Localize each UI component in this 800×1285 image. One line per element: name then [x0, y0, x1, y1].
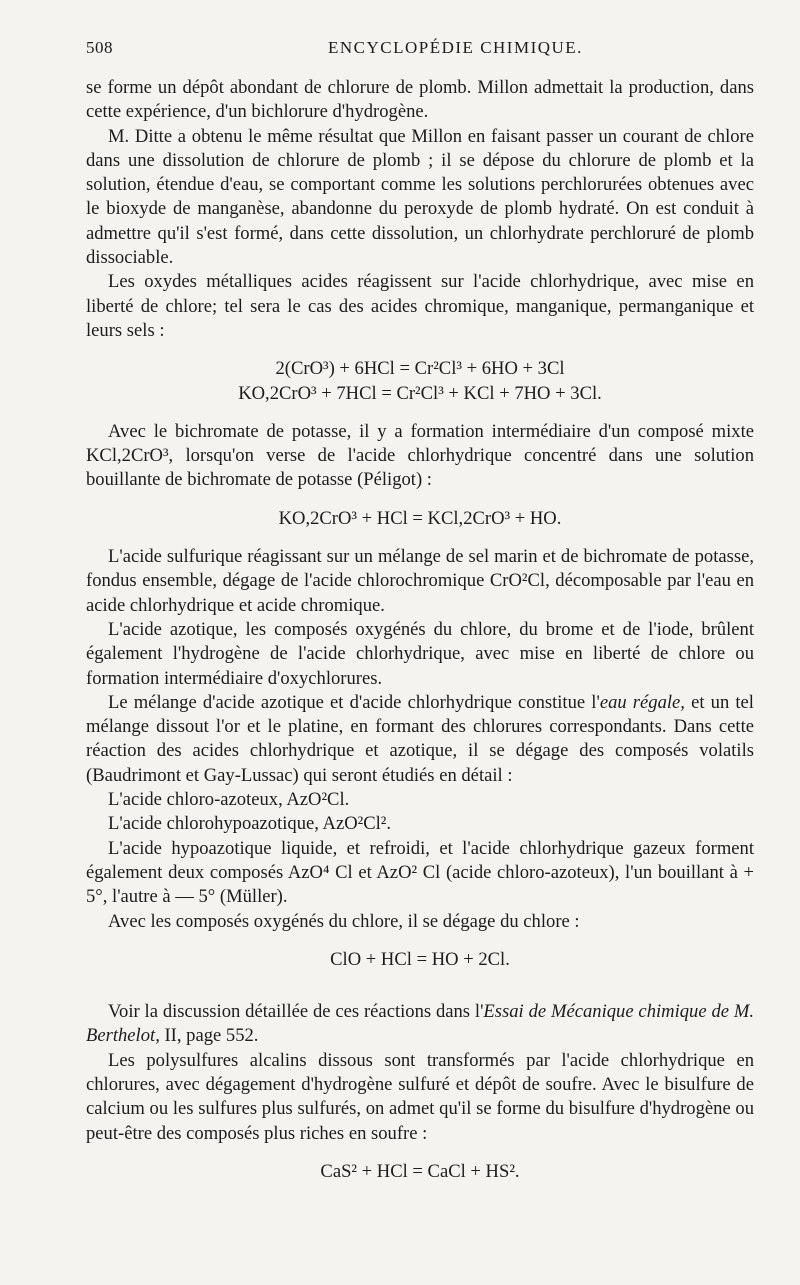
paragraph: Les polysulfures alcalins dissous sont transformés par l'acide chlorhydrique en chlorures, avec dégagement d'hydrogène sulfuré et dépôt de soufre. Avec le bisulfure de calcium ou les sulfures plus sulfurés, on admet qu'il se forme du bisulfure d'hydrogène ou peut-être des composés plus riches en soufre : [86, 1049, 754, 1144]
running-title: ENCYCLOPÉDIE CHIMIQUE. [328, 38, 583, 57]
page-number: 508 [86, 38, 113, 57]
paragraph: L'acide azotique, les composés oxygénés du chlore, du brome et de l'iode, brûlent également l'hydrogène de l'acide chlorhydrique, avec mise en liberté de chlore ou formation intermédiaire d'oxychlorures. [86, 618, 754, 689]
paragraph: Avec le bichromate de potasse, il y a formation intermédiaire d'un composé mixte KCl,2CrO³, lorsqu'on verse de l'acide chlorhydrique concentré dans une solution bouillante de bichromate de potasse (Péligot) : [86, 420, 754, 491]
paragraph: L'acide sulfurique réagissant sur un mélange de sel marin et de bichromate de potasse, fondus ensemble, dégage de l'acide chlorochromique CrO²Cl, décomposable par l'eau en acide chlorhydrique et acide chromique. [86, 546, 754, 616]
paragraph [86, 691, 754, 788]
paragraph: L'acide chloro-azoteux, AzO²Cl. [108, 789, 350, 811]
text-run: II, page 552. [159, 1025, 259, 1047]
equation: KO,2CrO³ + HCl = KCl,2CrO³ + HO. [278, 507, 562, 529]
equation: 2(CrO³) + 6HCl = Cr²Cl³ + 6HO + 3Cl [275, 358, 565, 380]
equation: KO,2CrO³ + 7HCl = Cr²Cl³ + KCl + 7HO + 3Cl. [238, 382, 602, 404]
page-body [86, 76, 754, 1184]
paragraph [86, 1000, 754, 1049]
text-run: Le mélange d'acide azotique et d'acide chlorhydrique constitue l' [108, 691, 600, 713]
paragraph: M. Ditte a obtenu le même résultat que Millon en faisant passer un courant de chlore dans une dissolution de chlorure de plomb ; il se dépose du chlorure de plomb et la solution, étendue d'eau, se comportant comme les solutions perchlorurées obtenues avec le bioxyde de manganèse, abandonne du peroxyde de plomb hydraté. On est conduit à admettre qu'il s'est formé, dans cette dissolution, un chlorhydrate perchloruré de plomb dissociable. [86, 125, 754, 269]
paragraph: se forme un dépôt abondant de chlorure de plomb. Millon admettait la production, dans cette expérience, d'un bichlorure d'hydrogène. [86, 77, 754, 123]
paragraph: L'acide chlorohypoazotique, AzO²Cl². [108, 813, 391, 835]
paragraph: Les oxydes métalliques acides réagissent sur l'acide chlorhydrique, avec mise en liberté de chlore; tel sera le cas des acides chromique, manganique, permanganique et leurs sels : [86, 271, 754, 341]
equation: ClO + HCl = HO + 2Cl. [330, 948, 510, 970]
paragraph: L'acide hypoazotique liquide, et refroidi, et l'acide chlorhydrique gazeux forment également deux composés AzO⁴ Cl et AzO² Cl (acide chloro-azoteux), l'un bouillant à + 5°, l'autre à — 5° (Müller). [86, 837, 754, 908]
page-header [86, 38, 752, 66]
spacer [86, 986, 754, 1000]
italic-term: eau régale, [599, 691, 685, 713]
paragraph: Avec les composés oxygénés du chlore, il se dégage du chlore : [108, 910, 580, 932]
text-run: Voir la discussion détaillée de ces réactions dans l' [108, 1001, 484, 1023]
equation: CaS² + HCl = CaCl + HS². [320, 1160, 520, 1182]
text-run: et un tel mélange dissout l'or et le platine, en formant des chlorures correspondants. Dans cette réaction des acides chlorhydrique et azotique, il se dégage des composés volatils (Baudrimont et Gay-Lussac) qui seront étudiés en détail : [86, 691, 754, 786]
italic-citation: Essai de Mécanique chimique de M. Berthelot, [86, 1001, 754, 1047]
